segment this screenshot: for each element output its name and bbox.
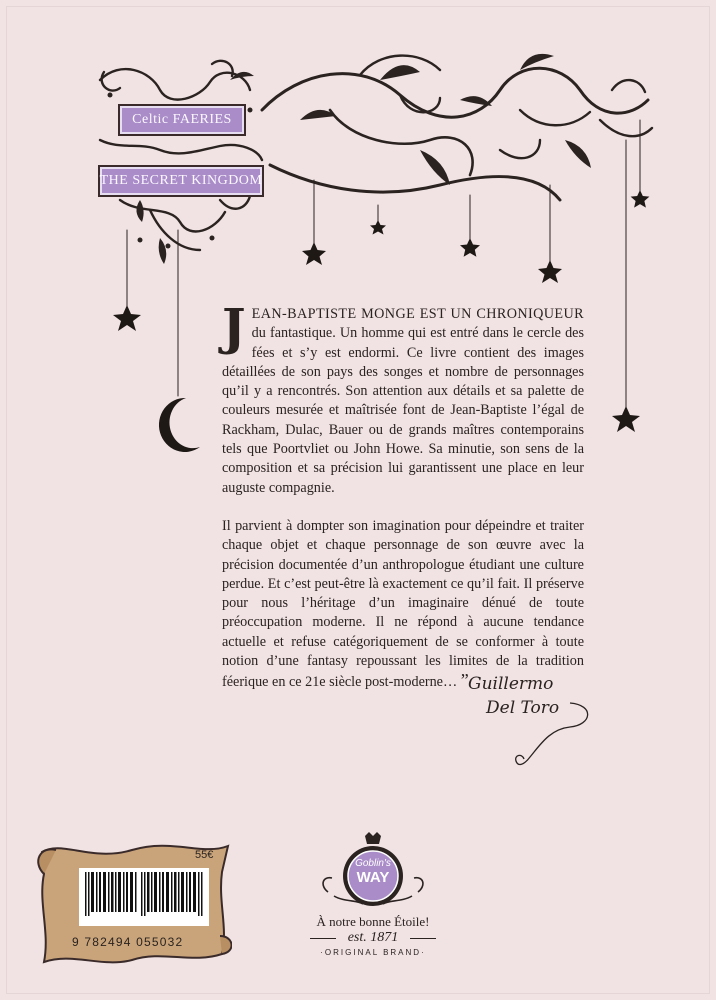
quote-paragraph-2: [222, 517, 584, 693]
signature-flourish: [500, 695, 600, 775]
series-banner: Celtic FAERIES: [118, 104, 246, 136]
back-cover-quote: [222, 297, 584, 712]
closing-quote-mark: ”: [460, 670, 469, 691]
quote-paragraph-1: [222, 297, 584, 498]
title-banner: THE SECRET KINGDOM: [98, 165, 264, 197]
barcode: [79, 868, 209, 926]
established-year: est. 1871: [347, 930, 399, 945]
signature-last-name: Del Toro: [486, 698, 560, 718]
isbn-number: 9 782494 055032: [72, 935, 184, 949]
dropcap: J: [222, 297, 246, 356]
price-label: 55€: [195, 849, 214, 861]
paragraph-1-text: du fantastique. Un homme qui est entré dans le cercle des fées et s’y est endormi. Ce livre contient des images détaillées de son pays des songes et nombre de personnages qu’il y a rencontrés. Son attention aux détails et sa palette de couleurs mesurée et maîtrisée font de Jean-Baptiste l’égal de Rackham, Dulac, Bauer ou de grands maîtres contemporains tels que Poortvliet ou John Howe. Sa minutie, son sens de la composition et sa précision lui garantissent une place en leur auguste compagnie.: [222, 325, 584, 496]
signature-first-name: Guillermo: [468, 674, 554, 694]
original-brand: ·ORIGINAL BRAND·: [320, 948, 426, 957]
barcode-bars: [85, 872, 203, 916]
logo-text-main: WAY: [356, 869, 390, 886]
rule-right: [410, 938, 436, 939]
paragraph-2-text: Il parvient à dompter son imagination pour dépeindre et traiter chaque objet et chaque personnage de son œuvre avec la précision documentée d’un anthropologue étudiant une culture perdue. Et c’est peut-être là exactement ce qu’il fait. Il préserve pour nous l’héritage d’un imaginaire dénué de toute préoccupation moderne. Il ne répond à aucune tendance actuelle et refuse catégoriquement de se conformer à toute notion d’une fantasy repoussant les limites de la tradition féerique en ce 21e siècle post-moderne…: [222, 517, 584, 691]
lead-in: EAN-BAPTISTE MONGE EST UN CHRONIQUEUR: [251, 306, 584, 322]
publisher-tagline: À notre bonne Étoile!: [316, 914, 430, 929]
logo-text-top: Goblin's: [355, 858, 391, 869]
